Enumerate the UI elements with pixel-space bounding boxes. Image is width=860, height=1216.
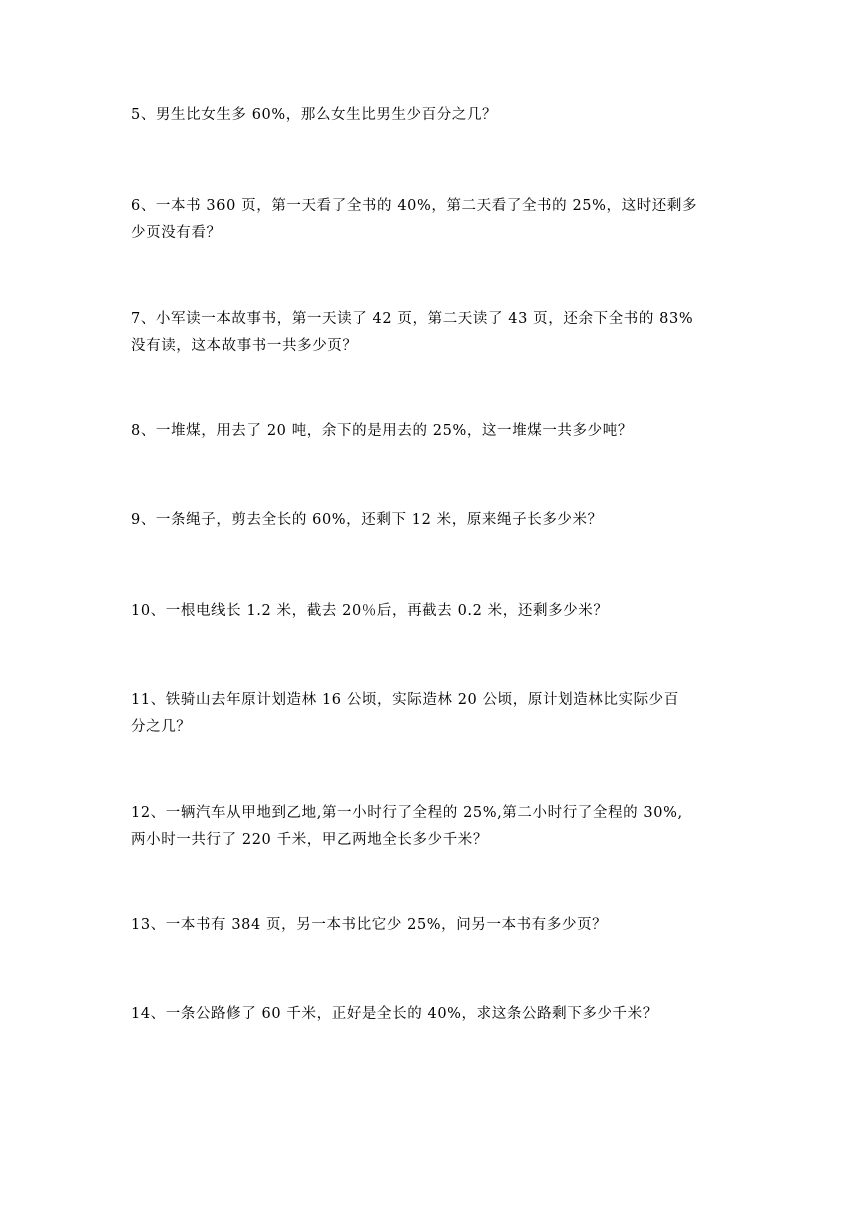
problem-13-line-1: 13、一本书有 384 页，另一本书比它少 25%，问另一本书有多少页？ — [131, 917, 608, 933]
problem-12-line-2: 两小时一共行了 220 千米，甲乙两地全长多少千米？ — [131, 832, 488, 848]
problem-9-line-1: 9、一条绳子，剪去全长的 60%，还剩下 12 米，原来绳子长多少米？ — [131, 512, 603, 528]
problem-12 — [131, 800, 731, 854]
problem-8 — [131, 418, 731, 445]
problem-12-line-1: 12、一辆汽车从甲地到乙地,第一小时行了全程的 25%,第二小时行了全程的 30%, — [131, 805, 683, 821]
problem-6-line-1: 6、一本书 360 页，第一天看了全书的 40%，第二天看了全书的 25%，这时还剩多 — [131, 198, 698, 214]
problem-13 — [131, 912, 731, 939]
problem-6-line-2: 少页没有看？ — [131, 225, 222, 241]
problem-5-line-1: 5、男生比女生多 60%，那么女生比男生少百分之几？ — [131, 107, 498, 123]
problem-9 — [131, 507, 731, 534]
problem-11-line-2: 分之几？ — [131, 719, 192, 735]
problem-5 — [131, 102, 731, 129]
problem-7-line-1: 7、小军读一本故事书，第一天读了 42 页，第二天读了 43 页，还余下全书的 83% — [131, 311, 694, 327]
problem-8-line-1: 8、一堆煤，用去了 20 吨，余下的是用去的 25%，这一堆煤一共多少吨？ — [131, 423, 633, 439]
problem-6 — [131, 193, 731, 247]
problem-10 — [131, 598, 731, 625]
problem-11-line-1: 11、铁骑山去年原计划造林 16 公顷，实际造林 20 公顷，原计划造林比实际少百 — [131, 692, 679, 708]
problem-7 — [131, 306, 731, 360]
problem-11 — [131, 687, 731, 741]
problem-14-line-1: 14、一条公路修了 60 千米，正好是全长的 40%，求这条公路剩下多少千米？ — [131, 1006, 658, 1022]
problem-10-line-1: 10、一根电线长 1.2 米，截去 20％后，再截去 0.2 米，还剩多少米？ — [131, 603, 609, 619]
problem-7-line-2: 没有读，这本故事书一共多少页？ — [131, 338, 358, 354]
problem-14 — [131, 1001, 731, 1028]
